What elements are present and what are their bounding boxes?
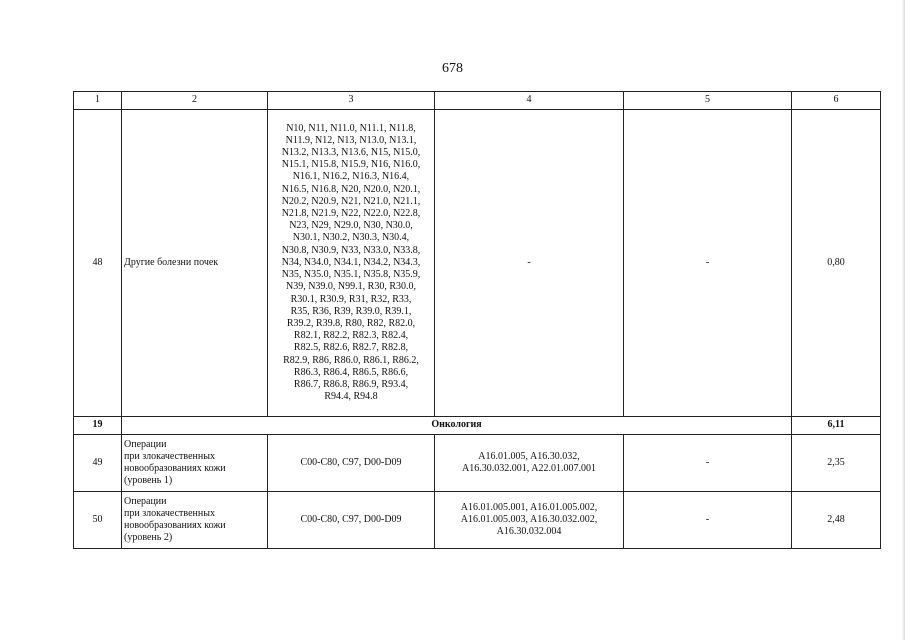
code-line: R39.2, R39.8, R80, R82, R82.0,	[286, 317, 416, 329]
code-line: R82.1, R82.2, R82.3, R82.4,	[293, 330, 409, 342]
code-line: R86.7, R86.8, R86.9, R93.4,	[293, 378, 409, 390]
row-col5: -	[624, 435, 792, 492]
row-services	[435, 435, 624, 492]
row-codes: C00-C80, C97, D00-D09	[268, 435, 435, 492]
name-line: при злокачественных	[124, 450, 215, 462]
name-line: новообразованиях кожи	[124, 520, 226, 531]
row-col5: -	[624, 492, 792, 549]
code-line: N30.8, N30.9, N33, N33.0, N33.8,	[281, 244, 421, 256]
row-number: 49	[74, 435, 122, 492]
section-title: Онкология	[122, 417, 792, 435]
table-row	[74, 492, 881, 549]
service-line: A16.01.005.003, A16.30.032.002,	[460, 513, 598, 525]
service-line: A16.01.005.001, A16.01.005.002,	[460, 501, 598, 513]
code-line: R82.9, R86, R86.0, R86.1, R86.2,	[283, 354, 419, 366]
name-line: новообразованиях кожи	[124, 463, 226, 474]
header-cell: 2	[122, 92, 268, 110]
code-line: N30.1, N30.2, N30.3, N30.4,	[292, 232, 410, 244]
code-line: N39, N39.0, N99.1, R30, R30.0,	[285, 281, 416, 293]
row-name: Другие болезни почек	[122, 110, 268, 417]
row-coefficient: 0,80	[792, 110, 881, 417]
row-services: -	[435, 110, 624, 417]
tariff-table	[73, 91, 881, 549]
name-line: Операции	[124, 495, 167, 507]
row-name	[122, 492, 268, 549]
section-coefficient: 6,11	[792, 417, 881, 435]
name-line: (уровень 2)	[124, 532, 173, 544]
row-number: 50	[74, 492, 122, 549]
code-line: R35, R36, R39, R39.0, R39.1,	[290, 305, 412, 317]
service-line: A16.01.005, A16.30.032,	[478, 450, 580, 462]
code-line: N34, N34.0, N34.1, N34.2, N34.3,	[281, 256, 421, 268]
code-line: N10, N11, N11.0, N11.1, N11.8,	[286, 122, 416, 134]
code-line: N11.9, N12, N13, N13.0, N13.1,	[285, 134, 417, 146]
code-line: R82.5, R82.6, R82.7, R82.8,	[293, 342, 409, 354]
code-line: R30.1, R30.9, R31, R32, R33,	[290, 293, 412, 305]
table-row	[74, 435, 881, 492]
row-coefficient: 2,48	[792, 492, 881, 549]
row-number: 48	[74, 110, 122, 417]
row-codes: C00-C80, C97, D00-D09	[268, 492, 435, 549]
service-line: A16.30.032.001, A22.01.007.001	[462, 463, 596, 474]
row-coefficient: 2,35	[792, 435, 881, 492]
table-header-row	[74, 92, 881, 110]
header-cell: 1	[74, 92, 122, 110]
row-services	[435, 492, 624, 549]
table-row	[74, 110, 881, 417]
header-cell: 5	[624, 92, 792, 110]
page-number: 678	[442, 61, 463, 76]
header-cell: 4	[435, 92, 624, 110]
code-line: N16.5, N16.8, N20, N20.0, N20.1,	[281, 183, 421, 195]
code-line: N13.2, N13.3, N13.6, N15, N15.0,	[281, 147, 421, 159]
code-line: N20.2, N20.9, N21, N21.0, N21.1,	[281, 195, 421, 207]
code-line: N35, N35.0, N35.1, N35.8, N35.9,	[281, 269, 421, 281]
header-cell: 3	[268, 92, 435, 110]
name-line: при злокачественных	[124, 507, 215, 519]
service-line: A16.30.032.004	[496, 526, 562, 538]
name-line: Операции	[124, 438, 167, 450]
row-codes	[268, 110, 435, 417]
row-col5: -	[624, 110, 792, 417]
header-cell: 6	[792, 92, 881, 110]
section-number: 19	[74, 417, 122, 435]
name-line: (уровень 1)	[124, 475, 173, 487]
code-line: N21.8, N21.9, N22, N22.0, N22.8,	[281, 208, 421, 220]
code-line: R94.4, R94.8	[324, 391, 378, 403]
section-row	[74, 417, 881, 435]
code-line: N16.1, N16.2, N16.3, N16.4,	[292, 171, 410, 183]
code-line: R86.3, R86.4, R86.5, R86.6,	[293, 366, 409, 378]
row-name	[122, 435, 268, 492]
code-line: N23, N29, N29.0, N30, N30.0,	[289, 220, 413, 232]
code-line: N15.1, N15.8, N15.9, N16, N16.0,	[281, 159, 421, 171]
